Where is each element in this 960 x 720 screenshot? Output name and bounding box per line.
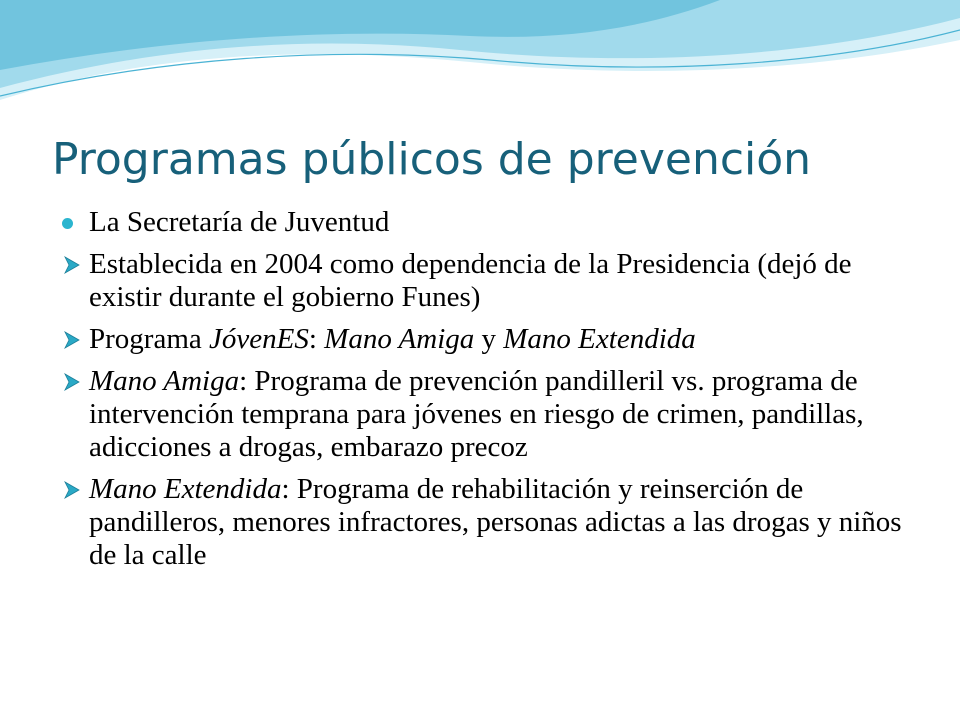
arrow-bullet-icon bbox=[62, 255, 82, 275]
bullet-text-segment: y bbox=[474, 323, 504, 355]
slide-title: Programas públicos de prevención bbox=[52, 134, 812, 185]
bullet-text-segment: : Programa de prevención pandilleril vs. programa de intervención temprana para jóvenes en riesgo de crimen, pandillas, adicciones a drogas, embarazo precoz bbox=[89, 365, 864, 463]
bullet-item bbox=[62, 206, 922, 239]
bullet-item bbox=[62, 248, 922, 314]
arrow-bullet-icon bbox=[62, 480, 82, 500]
bullet-text-segment: : Programa de rehabilitación y reinserción de pandilleros, menores infractores, personas adictas a las drogas y niños de la calle bbox=[89, 473, 902, 571]
bullet-text bbox=[89, 323, 696, 355]
header-wave-decoration bbox=[0, 0, 960, 120]
bullet-item bbox=[62, 473, 922, 572]
arrow-bullet-icon bbox=[62, 372, 82, 392]
bullet-text-italic: Mano Amiga bbox=[89, 365, 240, 397]
bullet-text bbox=[89, 248, 852, 313]
bullet-text-italic: Mano Extendida bbox=[503, 323, 696, 355]
arrow-bullet-icon bbox=[62, 330, 82, 350]
bullet-text bbox=[89, 365, 864, 463]
dot-bullet-icon bbox=[62, 218, 73, 229]
bullet-text-segment: La Secretaría de Juventud bbox=[89, 206, 390, 238]
bullet-text-italic: Mano Amiga bbox=[324, 323, 475, 355]
bullet-text bbox=[89, 206, 389, 238]
bullet-text-italic: Mano Extendida bbox=[89, 473, 282, 505]
bullet-text-segment: Programa bbox=[89, 323, 209, 355]
bullet-text bbox=[89, 473, 902, 571]
bullet-text-italic: JóvenES bbox=[209, 323, 309, 355]
bullet-item bbox=[62, 365, 922, 464]
bullet-list bbox=[62, 206, 922, 581]
bullet-item bbox=[62, 323, 922, 356]
bullet-text-segment: : bbox=[308, 323, 325, 355]
bullet-text-segment: Establecida en 2004 como dependencia de la Presidencia (dejó de existir durante el gobierno Funes) bbox=[89, 248, 852, 313]
